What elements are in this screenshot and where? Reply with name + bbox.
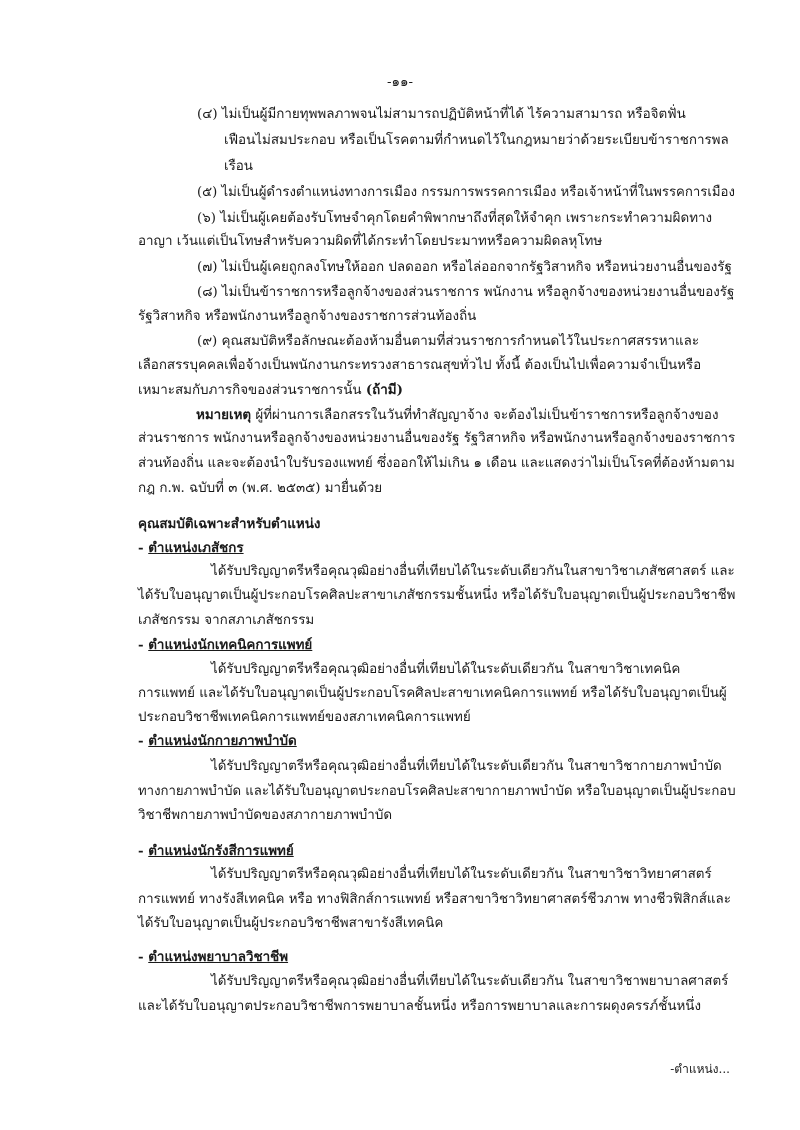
note-line-3: ส่วนท้องถิ่น และจะต้องนำใบรับรองแพทย์ ซึ่งออกให้ไม่เกิน ๑ เดือน และแสดงว่าไม่เป็นโรคที่ต้องห้ามตาม xyxy=(138,456,735,471)
page-number: -๑๑- xyxy=(386,75,414,90)
item-8-line-1: (๘) ไม่เป็นข้าราชการหรือลูกจ้างของส่วนราชการ พนักงาน หรือลูกจ้างของหน่วยงานอื่นของรัฐ xyxy=(197,285,735,300)
item-9-line-1: (๙) คุณสมบัติหรือลักษณะต้องห้ามอื่นตามที่ส่วนราชการกำหนดไว้ในประกาศสรรหาและ xyxy=(197,334,700,349)
note-line-2: ส่วนราชการ พนักงานหรือลูกจ้างของหน่วยงานอื่นของรัฐ รัฐวิสาหกิจ หรือพนักงานหรือลูกจ้างของราชการ xyxy=(138,431,736,446)
specific-heading: คุณสมบัติเฉพาะสำหรับตำแหน่ง xyxy=(138,516,321,532)
position-nurse-title: - ตำแหน่งพยาบาลวิชาชีพ xyxy=(138,949,289,965)
item-6-line-2: อาญา เว้นแต่เป็นโทษสำหรับความผิดที่ได้กระทำโดยประมาทหรือความผิดลหุโทษ xyxy=(138,234,603,249)
item-7: (๗) ไม่เป็นผู้เคยถูกลงโทษให้ออก ปลดออก หรือไล่ออกจากรัฐวิสาหกิจ หรือหน่วยงานอื่นของรัฐ xyxy=(197,260,732,275)
position-pharmacist-line-1: ได้รับปริญญาตรีหรือคุณวุฒิอย่างอื่นที่เทียบได้ในระดับเดียวกันในสาขาวิชาเภสัชศาสตร์ และ xyxy=(211,564,735,579)
item-9-line-3 xyxy=(138,379,403,402)
position-nurse-line-2: และได้รับใบอนุญาตประกอบวิชาชีพการพยาบาลชั้นหนึ่ง หรือการพยาบาลและการผดุงครรภ์ชั้นหนึ่ง xyxy=(138,999,701,1014)
item-8-line-2: รัฐวิสาหกิจ หรือพนักงานหรือลูกจ้างของราชการส่วนท้องถิ่น xyxy=(138,309,477,324)
item-6-line-1: (๖) ไม่เป็นผู้เคยต้องรับโทษจำคุกโดยคำพิพากษาถึงที่สุดให้จำคุก เพราะกระทำความผิดทาง xyxy=(197,211,713,226)
position-physio-line-2: ทางกายภาพบำบัด และได้รับใบอนุญาตประกอบโรคศิลปะสาขากายภาพบำบัด หรือใบอนุญาตเป็นผู้ประกอบ xyxy=(138,784,736,799)
continuation-marker: -ตำแหน่ง... xyxy=(670,1062,730,1076)
position-physio-line-3: วิชาชีพกายภาพบำบัดของสภากายภาพบำบัด xyxy=(138,808,393,823)
position-medtech-line-1: ได้รับปริญญาตรีหรือคุณวุฒิอย่างอื่นที่เทียบได้ในระดับเดียวกัน ในสาขาวิชาเทคนิค xyxy=(211,662,681,677)
position-pharmacist-line-2: ได้รับใบอนุญาตเป็นผู้ประกอบโรคศิลปะสาขาเภสัชกรรมชั้นหนึ่ง หรือได้รับใบอนุญาตเป็นผู้ประกอบวิชาชีพ xyxy=(138,588,736,603)
position-radiology-line-3: ได้รับใบอนุญาตเป็นผู้ประกอบวิชาชีพสาขารังสีเทคนิค xyxy=(138,916,444,931)
item-4-line-2: เฟือนไม่สมประกอบ หรือเป็นโรคตามที่กำหนดไว้ในกฎหมายว่าด้วยระเบียบข้าราชการพล xyxy=(224,133,729,148)
note-line-1-text: ผู้ที่ผ่านการเลือกสรรในวันที่ทำสัญญาจ้าง จะต้องไม่เป็นข้าราชการหรือลูกจ้างของ xyxy=(251,408,719,423)
position-medtech-line-2: การแพทย์ และได้รับใบอนุญาตเป็นผู้ประกอบโรคศิลปะสาขาเทคนิคการแพทย์ หรือได้รับใบอนุญาตเป็นผู้ xyxy=(138,686,727,701)
position-radiology-title: - ตำแหน่งนักรังสีการแพทย์ xyxy=(138,843,294,859)
note-label: หมายเหตุ xyxy=(196,407,252,423)
position-medtech-line-3: ประกอบวิชาชีพเทคนิคการแพทย์ของสภาเทคนิคการแพทย์ xyxy=(138,710,471,725)
item-5: (๕) ไม่เป็นผู้ดำรงตำแหน่งทางการเมือง กรรมการพรรคการเมือง หรือเจ้าหน้าที่ในพรรคการเมือง xyxy=(197,185,735,200)
position-nurse-line-1: ได้รับปริญญาตรีหรือคุณวุฒิอย่างอื่นที่เทียบได้ในระดับเดียวกัน ในสาขาวิชาพยาบาลศาสตร์ xyxy=(211,974,729,989)
position-medtech-title: - ตำแหน่งนักเทคนิคการแพทย์ xyxy=(138,637,313,653)
item-4-line-1: (๔) ไม่เป็นผู้มีกายทุพพลภาพจนไม่สามารถปฏิบัติหน้าที่ได้ ไร้ความสามารถ หรือจิตฟั่น xyxy=(197,107,686,122)
item-9-line-2: เลือกสรรบุคคลเพื่อจ้างเป็นพนักงานกระทรวงสาธารณสุขทั่วไป ทั้งนี้ ต้องเป็นไปเพื่อความจำเป็นหรือ xyxy=(138,358,702,373)
position-physio-line-1: ได้รับปริญญาตรีหรือคุณวุฒิอย่างอื่นที่เทียบได้ในระดับเดียวกัน ในสาขาวิชากายภาพบำบัด xyxy=(211,759,722,774)
position-pharmacist-title: - ตำแหน่งเภสัชกร xyxy=(138,540,244,556)
note-line-1 xyxy=(196,404,719,427)
position-radiology-line-2: การแพทย์ ทางรังสีเทคนิค หรือ ทางฟิสิกส์การแพทย์ หรือสาขาวิชาวิทยาศาสตร์ชีวภาพ ทางชีวฟิสิกส์และ xyxy=(138,892,731,907)
item-9-line-3-text: เหมาะสมกับภารกิจของส่วนราชการนั้น xyxy=(138,383,366,398)
position-physio-title: - ตำแหน่งนักกายภาพบำบัด xyxy=(138,733,297,749)
item-9-optional: (ถ้ามี) xyxy=(365,382,403,398)
position-radiology-line-1: ได้รับปริญญาตรีหรือคุณวุฒิอย่างอื่นที่เทียบได้ในระดับเดียวกัน ในสาขาวิชาวิทยาศาสตร์ xyxy=(211,867,712,882)
item-4-line-3: เรือน xyxy=(224,159,253,174)
note-line-4: กฎ ก.พ. ฉบับที่ ๓ (พ.ศ. ๒๕๓๕) มายื่นด้วย xyxy=(138,481,383,496)
position-pharmacist-line-3: เภสัชกรรม จากสภาเภสัชกรรม xyxy=(138,613,315,628)
